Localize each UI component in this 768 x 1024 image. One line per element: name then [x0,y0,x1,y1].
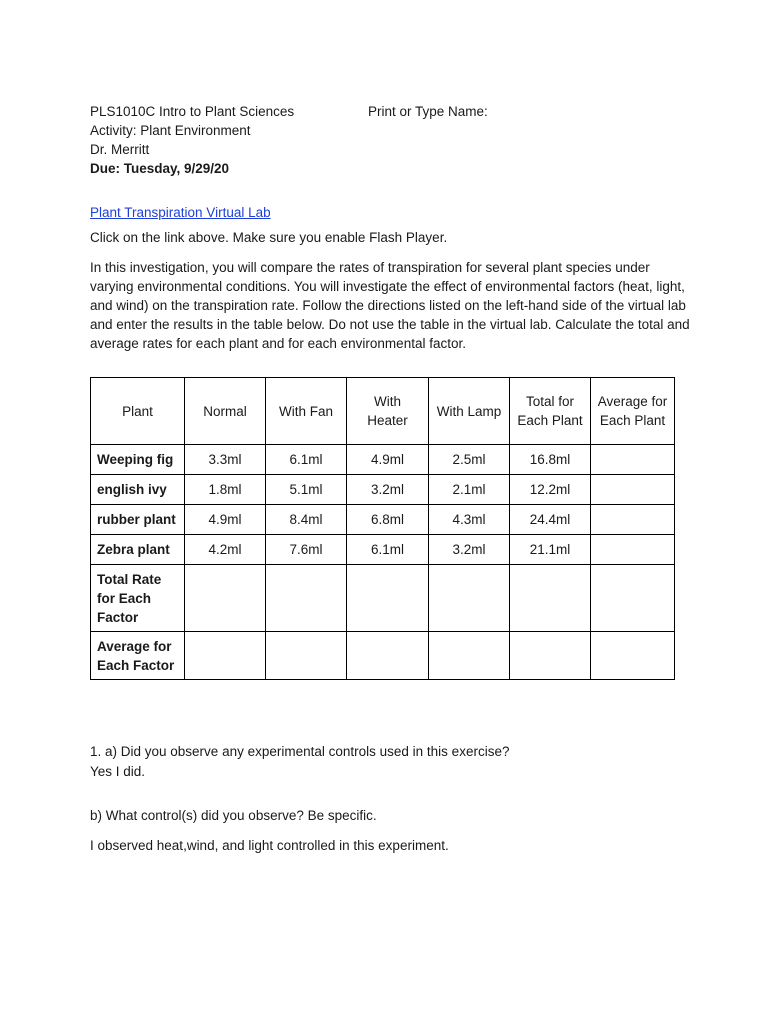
table-row [91,632,675,680]
table-cell[interactable] [266,565,347,632]
due-date: Due: Tuesday, 9/29/20 [90,161,230,176]
table-cell[interactable]: 6.1ml [347,535,429,565]
row-label: Total Rate for Each Factor [91,565,185,632]
table-cell[interactable]: 3.3ml [185,445,266,475]
table-cell[interactable] [591,475,675,505]
virtual-lab-link[interactable]: Plant Transpiration Virtual Lab [90,205,271,220]
table-cell[interactable]: 1.8ml [185,475,266,505]
row-label: Zebra plant [91,535,185,565]
table-cell[interactable] [347,632,429,680]
table-cell[interactable]: 3.2ml [347,475,429,505]
table-cell[interactable] [510,632,591,680]
instruction-text: Click on the link above. Make sure you enable Flash Player. [90,230,448,245]
row-label: Weeping fig [91,445,185,475]
table-cell[interactable]: 7.6ml [266,535,347,565]
answer-1a: Yes I did. [90,764,146,779]
table-cell[interactable] [429,565,510,632]
row-label: Average for Each Factor [91,632,185,680]
table-cell[interactable] [591,445,675,475]
results-table [90,377,675,680]
table-cell[interactable]: 4.9ml [347,445,429,475]
activity-title: Activity: Plant Environment [90,123,251,138]
table-cell[interactable]: 16.8ml [510,445,591,475]
table-cell[interactable]: 12.2ml [510,475,591,505]
table-cell[interactable] [185,565,266,632]
table-cell[interactable] [266,632,347,680]
question-1b: b) What control(s) did you observe? Be specific. [90,808,377,823]
table-cell[interactable]: 8.4ml [266,505,347,535]
table-row [91,565,675,632]
header-with-fan: With Fan [266,378,347,445]
header-with-lamp: With Lamp [429,378,510,445]
instructor-name: Dr. Merritt [90,142,150,157]
table-header-row [91,378,675,445]
table-cell[interactable]: 4.9ml [185,505,266,535]
course-title: PLS1010C Intro to Plant Sciences [90,104,295,119]
table-cell[interactable] [185,632,266,680]
name-field-label: Print or Type Name: [368,104,488,119]
header-plant: Plant [91,378,185,445]
table-cell[interactable] [429,632,510,680]
table-row [91,445,675,475]
table-cell[interactable]: 2.5ml [429,445,510,475]
table-cell[interactable]: 3.2ml [429,535,510,565]
row-label: rubber plant [91,505,185,535]
table-cell[interactable] [591,632,675,680]
header-normal: Normal [185,378,266,445]
header-total-each-plant: Total for Each Plant [510,378,591,445]
table-cell[interactable]: 21.1ml [510,535,591,565]
document-header [90,102,294,178]
header-with-heater: With Heater [347,378,429,445]
question-1a-block [90,742,509,782]
question-1a: 1. a) Did you observe any experimental controls used in this exercise? [90,744,510,759]
table-cell[interactable] [347,565,429,632]
table-cell[interactable]: 6.8ml [347,505,429,535]
investigation-paragraph: In this investigation, you will compare the rates of transpiration for several plant species under varying environmental conditions. You will investigate the effect of environmental factors (heat, light, and wind) on the transpiration rate. Follow the directions listed on the left-hand side of the virtual lab and enter the results in the table below. Do not use the table in the virtual lab. Calculate the total and average rates for each plant and for each environmental factor. [90,260,690,351]
table-cell[interactable]: 2.1ml [429,475,510,505]
table-cell[interactable]: 5.1ml [266,475,347,505]
table-cell[interactable] [591,505,675,535]
table-cell[interactable] [510,565,591,632]
table-cell[interactable]: 4.3ml [429,505,510,535]
table-cell[interactable] [591,535,675,565]
table-cell[interactable]: 6.1ml [266,445,347,475]
table-cell[interactable]: 4.2ml [185,535,266,565]
table-row [91,475,675,505]
table-row [91,505,675,535]
table-cell[interactable] [591,565,675,632]
table-cell[interactable]: 24.4ml [510,505,591,535]
answer-1b: I observed heat,wind, and light controlled in this experiment. [90,838,449,853]
row-label: english ivy [91,475,185,505]
table-row [91,535,675,565]
header-average-each-plant: Average for Each Plant [591,378,675,445]
